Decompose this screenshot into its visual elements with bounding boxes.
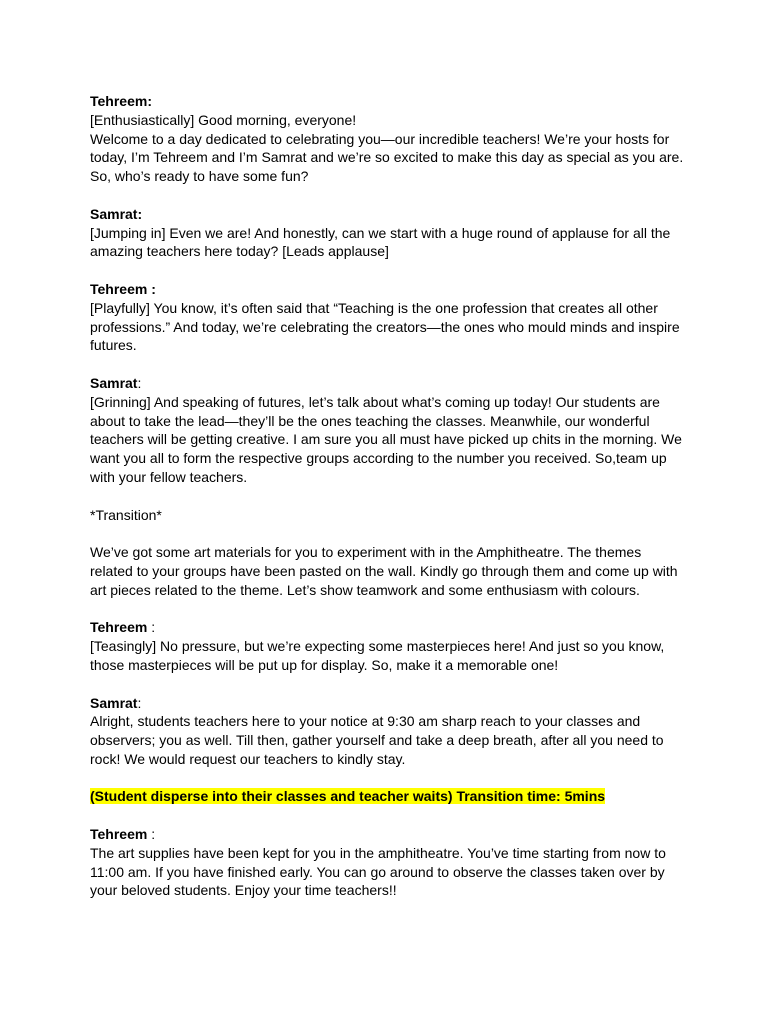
dialogue-line: futures. (90, 337, 137, 354)
dialogue-line: [Jumping in] Even we are! And honestly, can we start with a huge round of applause for all the (90, 224, 671, 241)
dialogue-line: today, I’m Tehreem and I’m Samrat and we’re so excited to make this day as special as you are. (90, 149, 684, 166)
speaker-suffix: : (137, 374, 142, 391)
dialogue-line: 11:00 am. If you have finished early. You can go around to observe the classes taken over by (90, 863, 665, 880)
dialogue-line: those masterpieces will be put up for display. So, make it a memorable one! (90, 656, 559, 673)
dialogue-line: amazing teachers here today? [Leads applause] (90, 243, 389, 260)
dialogue-line: your beloved students. Enjoy your time teachers!! (90, 882, 397, 899)
speaker-line (90, 280, 688, 299)
script-block (90, 205, 688, 261)
speaker-line (90, 694, 688, 713)
script-block (90, 374, 688, 487)
script-block (90, 825, 688, 900)
dialogue-line: art pieces related to the theme. Let’s show teamwork and some enthusiasm with colours. (90, 581, 640, 598)
script-block (90, 618, 688, 674)
speaker-name: Tehreem (90, 826, 148, 843)
dialogue-line: We’ve got some art materials for you to experiment with in the Amphitheatre. The themes (90, 544, 642, 561)
transition-line: *Transition* (90, 506, 162, 523)
script-block (90, 92, 688, 186)
speaker-line (90, 92, 688, 111)
script-block (90, 280, 688, 355)
dialogue-line: related to your groups have been pasted on the wall. Kindly go through them and come up with (90, 562, 678, 579)
speaker-name: Samrat: (90, 205, 143, 222)
speaker-line (90, 825, 688, 844)
speaker-name: Samrat (90, 694, 138, 711)
speaker-line (90, 205, 688, 224)
dialogue-line: So, who’s ready to have some fun? (90, 168, 309, 185)
highlighted-stage-direction: (Student disperse into their classes and teacher waits) Transition time: 5mins (90, 788, 606, 805)
speaker-suffix: : (147, 826, 156, 843)
dialogue-line: professions.” And today, we’re celebrating the creators—the ones who mould minds and inspire (90, 318, 680, 335)
speaker-name: Samrat (90, 374, 138, 391)
dialogue-line: about to take the lead—they’ll be the ones teaching the classes. Meanwhile, our wonderful (90, 412, 650, 429)
script-block (90, 694, 688, 769)
dialogue-line: Welcome to a day dedicated to celebrating you—our incredible teachers! We’re your hosts for (90, 130, 670, 147)
dialogue-line: with your fellow teachers. (90, 468, 248, 485)
dialogue-line: want you all to form the respective groups according to the number you received. So,team up (90, 450, 667, 467)
dialogue-line: The art supplies have been kept for you in the amphitheatre. You’ve time starting from now to (90, 844, 666, 861)
dialogue-line: [Enthusiastically] Good morning, everyone! (90, 111, 357, 128)
speaker-line (90, 374, 688, 393)
dialogue-line: [Teasingly] No pressure, but we’re expecting some masterpieces here! And just so you know, (90, 638, 665, 655)
dialogue-line: observers; you as well. Till then, gather yourself and take a deep breath, after all you need to (90, 732, 664, 749)
speaker-name: Tehreem (90, 619, 148, 636)
transition-note (90, 506, 688, 525)
speaker-suffix: : (137, 694, 142, 711)
dialogue-line: [Grinning] And speaking of futures, let’s talk about what’s coming up today! Our students are (90, 393, 660, 410)
speaker-name: Tehreem: (90, 93, 152, 109)
dialogue-line: [Playfully] You know, it’s often said that “Teaching is the one profession that creates all other (90, 299, 658, 316)
speaker-line (90, 618, 688, 637)
dialogue-line: Alright, students teachers here to your notice at 9:30 am sharp reach to your classes and (90, 713, 641, 730)
dialogue-line: teachers will be getting creative. I am sure you all must have picked up chits in the morning. We (90, 431, 682, 448)
stage-direction (90, 787, 688, 806)
speaker-suffix: : (147, 619, 156, 636)
speaker-name: Tehreem : (90, 280, 156, 297)
dialogue-line: rock! We would request our teachers to kindly stay. (90, 750, 406, 767)
narration-block (90, 543, 688, 599)
